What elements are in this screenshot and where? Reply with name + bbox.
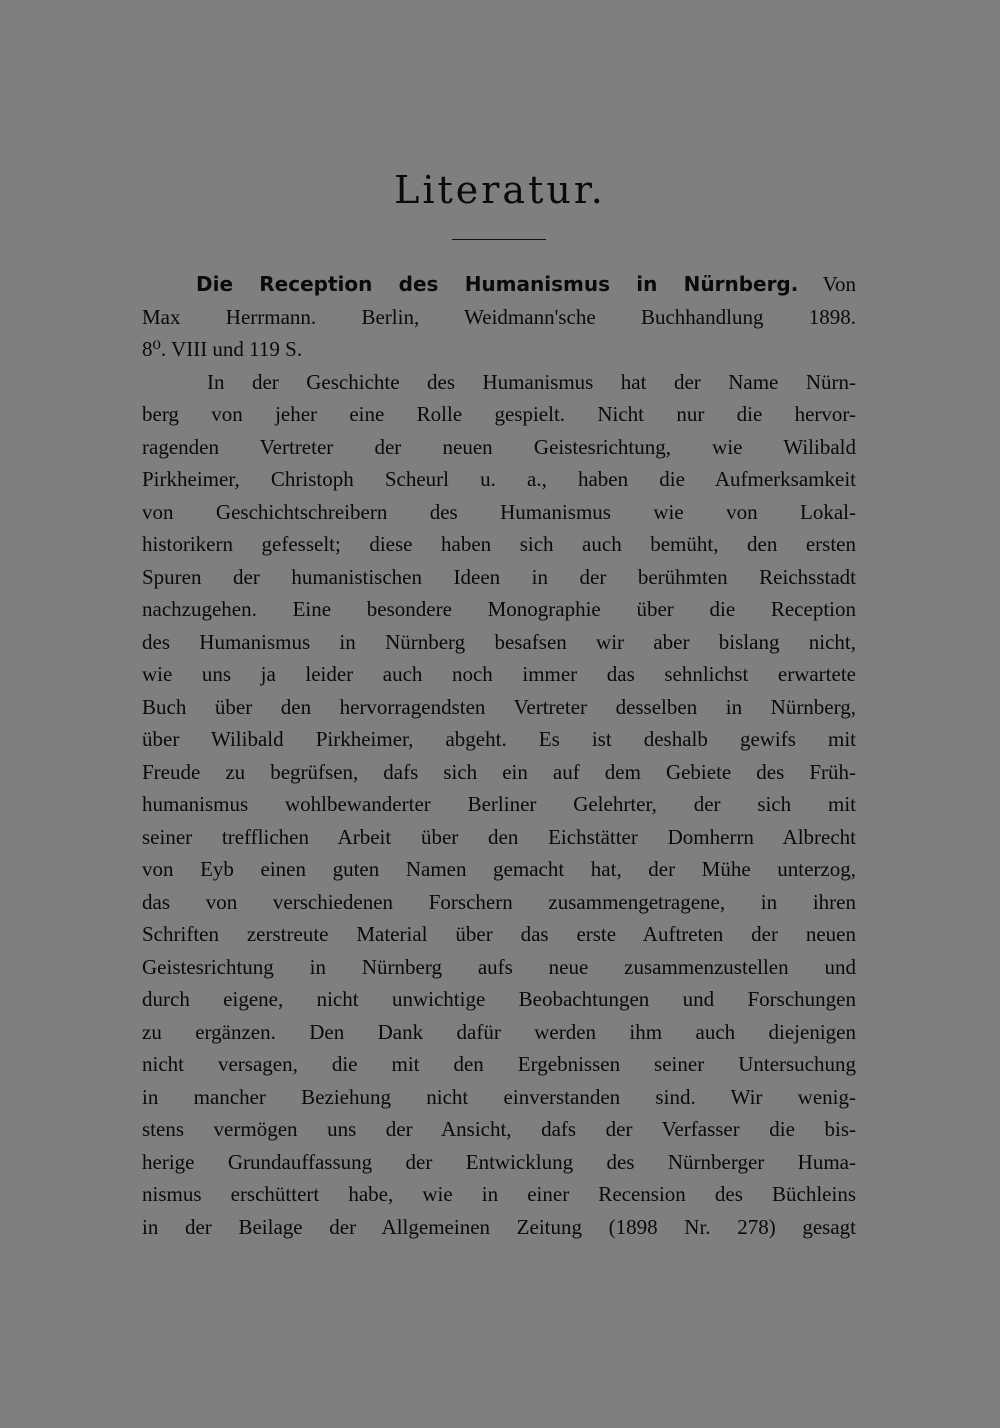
heading-line bbox=[142, 301, 856, 334]
body-line: historikern gefesselt; diese haben sich auch bemüht, den ersten bbox=[142, 532, 856, 556]
page-title: Literatur. bbox=[394, 168, 606, 212]
body-line: Pirkheimer, Christoph Scheurl u. a., haben die Aufmerksamkeit bbox=[142, 467, 856, 491]
body-line: nachzugehen. Eine besondere Monographie über die Reception bbox=[142, 597, 856, 621]
body-line: ragenden Vertreter der neuen Geistesrichtung, wie Wilibald bbox=[142, 434, 856, 459]
body-line: in der Beilage der Allgemeinen Zeitung (1898 Nr. 278) gesagt bbox=[142, 1214, 856, 1239]
heading-text: 8⁰. VIII und 119 S. bbox=[142, 337, 303, 361]
body-line: nismus erschüttert habe, wie in einer Recension des Büchleins bbox=[142, 1182, 856, 1206]
body-line: des Humanismus in Nürnberg besafsen wir aber bislang nicht, bbox=[142, 629, 856, 654]
body-line: durch eigene, nicht unwichtige Beobachtungen und Forschungen bbox=[142, 987, 856, 1011]
heading-text: Max Herrmann. Berlin, Weidmann'sche Buchhandlung 1898. bbox=[142, 304, 856, 329]
body-line: das von verschiedenen Forschern zusammengetragene, in ihren bbox=[142, 889, 856, 914]
body-line: Freude zu begrüfsen, dafs sich ein auf dem Gebiete des Früh- bbox=[142, 759, 856, 784]
body-line: Buch über den hervorragendsten Vertreter desselben in Nürnberg, bbox=[142, 694, 856, 719]
title-divider bbox=[452, 239, 546, 240]
body-line: berg von jeher eine Rolle gespielt. Nicht nur die hervor- bbox=[142, 402, 856, 426]
body-line: wie uns ja leider auch noch immer das sehnlichst erwartete bbox=[142, 662, 856, 686]
heading-line bbox=[142, 333, 856, 366]
body-line: Geistesrichtung in Nürnberg aufs neue zusammenzustellen und bbox=[142, 954, 856, 979]
body-line: in mancher Beziehung nicht einverstanden sind. Wir wenig- bbox=[142, 1084, 856, 1109]
body-line: herige Grundauffassung der Entwicklung des Nürnberger Huma- bbox=[142, 1149, 856, 1174]
heading-bold-text: Die Reception des Humanismus in Nürnberg. bbox=[196, 272, 799, 296]
body-line: stens vermögen uns der Ansicht, dafs der Verfasser die bis- bbox=[142, 1117, 856, 1141]
heading-line bbox=[142, 268, 856, 301]
body-line: zu ergänzen. Den Dank dafür werden ihm auch diejenigen bbox=[142, 1019, 856, 1044]
body-line: über Wilibald Pirkheimer, abgeht. Es ist deshalb gewifs mit bbox=[142, 727, 856, 751]
body-line: Schriften zerstreute Material über das erste Auftreten der neuen bbox=[142, 922, 856, 946]
text-body bbox=[142, 268, 856, 1243]
body-line: In der Geschichte des Humanismus hat der Name Nürn- bbox=[207, 369, 856, 394]
body-line: seiner trefflichen Arbeit über den Eichstätter Domherrn Albrecht bbox=[142, 824, 856, 849]
heading-text: Von bbox=[798, 272, 856, 296]
body-line: von Geschichtschreibern des Humanismus wie von Lokal- bbox=[142, 499, 856, 524]
body-line: von Eyb einen guten Namen gemacht hat, der Mühe unterzog, bbox=[142, 857, 856, 881]
body-line: humanismus wohlbewanderter Berliner Gelehrter, der sich mit bbox=[142, 792, 856, 816]
body-line: Spuren der humanistischen Ideen in der berühmten Reichsstadt bbox=[142, 564, 856, 589]
body-line: nicht versagen, die mit den Ergebnissen seiner Untersuchung bbox=[142, 1052, 856, 1076]
